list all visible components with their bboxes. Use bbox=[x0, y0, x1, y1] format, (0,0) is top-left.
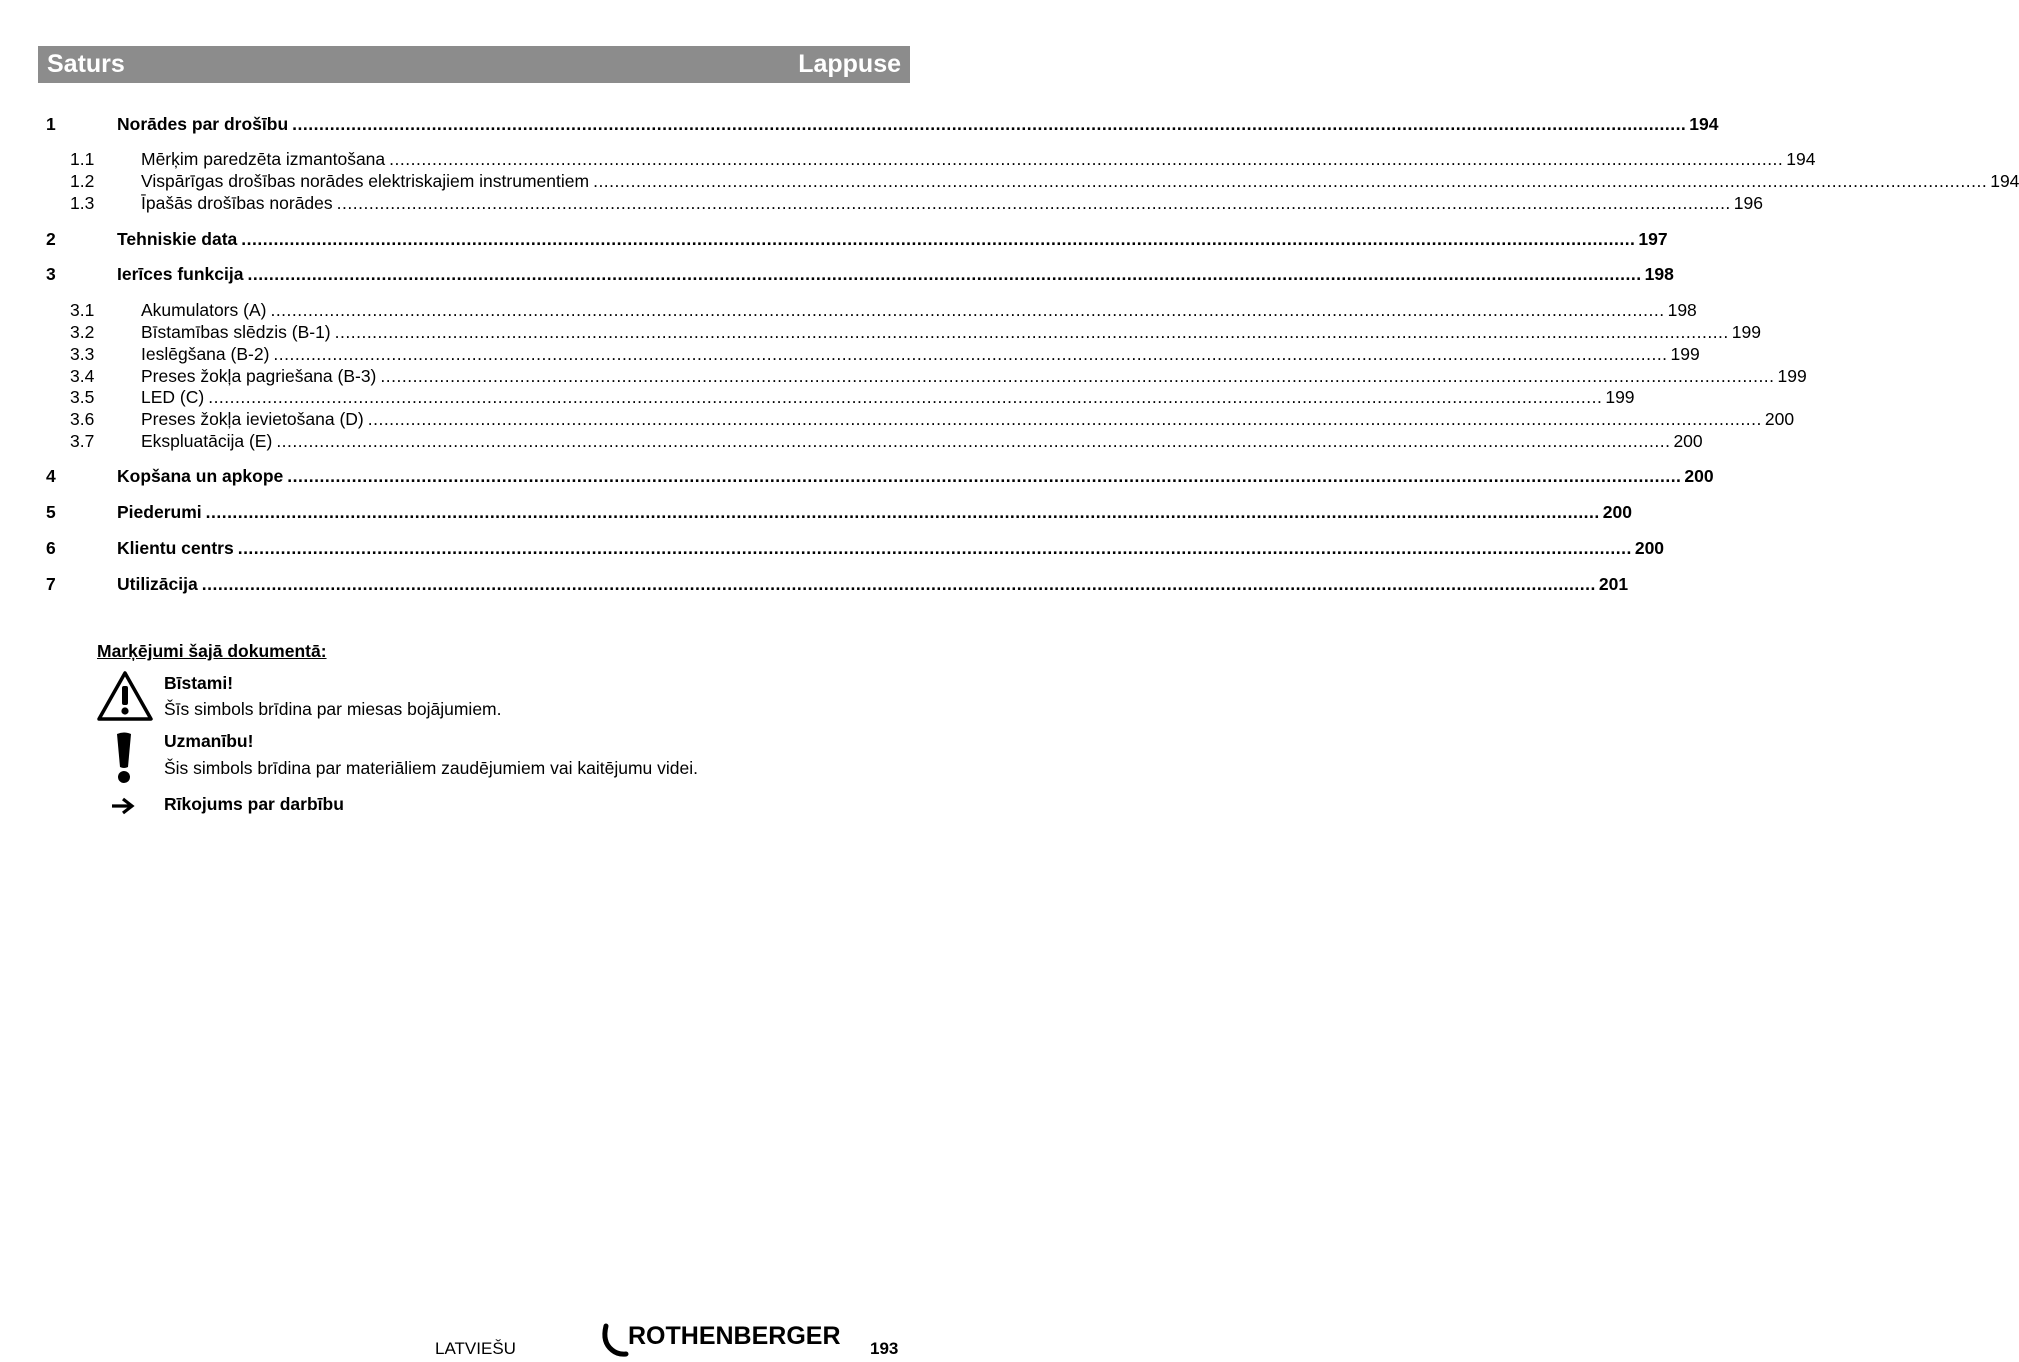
toc-entry bbox=[46, 430, 1703, 452]
toc-entry-title: Norādes par drošību bbox=[117, 114, 289, 134]
caution-text: Šis simbols brīdina par materiāliem zaudējumiem vai kaitējumu videi. bbox=[164, 758, 698, 778]
toc-entry-page: 194 bbox=[1786, 149, 1816, 169]
toc-entry-page: 199 bbox=[1777, 366, 1807, 386]
toc-entry bbox=[46, 386, 1635, 408]
toc-dot-leader: .................................................................................................................................................................................................................................................................... bbox=[287, 466, 1682, 486]
toc-entry-page: 197 bbox=[1638, 229, 1668, 249]
toc-entry-title: Piederumi bbox=[117, 502, 202, 522]
toc-dot-leader: .................................................................................................................................................................................................................................................................... bbox=[270, 300, 1665, 320]
toc-entry bbox=[46, 228, 1668, 250]
toc-dot-leader: .................................................................................................................................................................................................................................................................... bbox=[247, 264, 1642, 284]
toc-entry bbox=[46, 148, 1816, 170]
toc-dot-leader: .................................................................................................................................................................................................................................................................... bbox=[273, 344, 1668, 364]
toc-dot-leader: .................................................................................................................................................................................................................................................................... bbox=[276, 431, 1671, 451]
toc-dot-leader: .................................................................................................................................................................................................................................................................... bbox=[367, 409, 1762, 429]
toc-entry bbox=[46, 573, 1629, 595]
toc-dot-leader: .................................................................................................................................................................................................................................................................... bbox=[380, 366, 1775, 386]
toc-dot-leader: .................................................................................................................................................................................................................................................................... bbox=[292, 114, 1687, 134]
toc-entry-title: Akumulators (A) bbox=[141, 300, 267, 320]
toc-entry-page: 200 bbox=[1602, 502, 1632, 522]
toc-entry-number: 3.4 bbox=[70, 366, 95, 386]
toc-entry-title: Mērķim paredzēta izmantošana bbox=[141, 149, 386, 169]
toc-entry-number: 5 bbox=[46, 502, 56, 522]
toc-entry-page: 199 bbox=[1670, 344, 1700, 364]
rothenberger-logo bbox=[600, 1320, 855, 1360]
toc-entry bbox=[46, 365, 1807, 387]
toc-entry-page: 199 bbox=[1605, 387, 1635, 407]
toc-entry-title: Īpašās drošības norādes bbox=[141, 193, 333, 213]
toc-dot-leader: .................................................................................................................................................................................................................................................................... bbox=[205, 502, 1600, 522]
toc-dot-leader: .................................................................................................................................................................................................................................................................... bbox=[237, 538, 1632, 558]
toc-entry-number: 3 bbox=[46, 264, 56, 284]
toc-entry-number: 3.6 bbox=[70, 409, 95, 429]
svg-text:ROTHENBERGER: ROTHENBERGER bbox=[628, 1322, 841, 1350]
toc-dot-leader: .................................................................................................................................................................................................................................................................... bbox=[334, 322, 1729, 342]
legend-heading: Marķējumi šajā dokumentā: bbox=[97, 641, 327, 661]
toc-entry bbox=[46, 465, 1714, 487]
toc-entry-number: 3.7 bbox=[70, 431, 95, 451]
toc-entry-title: Klientu centrs bbox=[117, 538, 234, 558]
toc-entry-title: Bīstamības slēdzis (B-1) bbox=[141, 322, 331, 342]
toc-entry-page: 196 bbox=[1733, 193, 1763, 213]
toc-entry-page: 194 bbox=[1990, 171, 2019, 191]
toc-entry-page: 199 bbox=[1731, 322, 1761, 342]
toc-entry-title: Ieslēgšana (B-2) bbox=[141, 344, 270, 364]
toc-entry bbox=[46, 113, 1719, 135]
toc-dot-leader: .................................................................................................................................................................................................................................................................... bbox=[336, 193, 1731, 213]
toc-entry-number: 1 bbox=[46, 114, 56, 134]
toc-entry bbox=[46, 263, 1674, 285]
toc-entry-page: 200 bbox=[1634, 538, 1665, 558]
toc-entry bbox=[46, 537, 1665, 559]
toc-entry-page: 194 bbox=[1689, 114, 1719, 134]
danger-title: Bīstami! bbox=[164, 673, 234, 693]
toc-entry-number: 1.1 bbox=[70, 149, 95, 169]
toc-entry-title: Preses žokļa ievietošana (D) bbox=[141, 409, 364, 429]
toc-entry-page: 198 bbox=[1667, 300, 1697, 320]
toc-dot-leader: .................................................................................................................................................................................................................................................................... bbox=[593, 171, 1988, 191]
warning-triangle-icon bbox=[96, 670, 154, 722]
toc-dot-leader: .................................................................................................................................................................................................................................................................... bbox=[241, 229, 1636, 249]
toc-entry-number: 4 bbox=[46, 466, 56, 486]
toc-entry-number: 1.3 bbox=[70, 193, 95, 213]
toc-entry bbox=[46, 408, 1795, 430]
arrow-right-icon bbox=[110, 796, 136, 816]
toc-entry-number: 2 bbox=[46, 229, 56, 249]
toc-dot-leader: .................................................................................................................................................................................................................................................................... bbox=[201, 574, 1596, 594]
toc-entry-page: 200 bbox=[1764, 409, 1795, 429]
toc-entry bbox=[46, 170, 2019, 192]
page-column-label: Lappuse bbox=[798, 50, 901, 78]
toc-entry-title: LED (C) bbox=[141, 387, 205, 407]
footer-page-number: 193 bbox=[870, 1339, 899, 1358]
toc-entry-number: 3.1 bbox=[70, 300, 95, 320]
exclamation-icon bbox=[114, 731, 134, 785]
danger-text: Šīs simbols brīdina par miesas bojājumiem. bbox=[164, 699, 502, 719]
toc-entry-page: 201 bbox=[1598, 574, 1629, 594]
caution-title: Uzmanību! bbox=[164, 731, 254, 751]
toc-entry-title: Preses žokļa pagriešana (B-3) bbox=[141, 366, 377, 386]
toc-entry-page: 200 bbox=[1684, 466, 1714, 486]
action-title: Rīkojums par darbību bbox=[164, 794, 344, 814]
toc-entry-title: Kopšana un apkope bbox=[117, 466, 284, 486]
toc-dot-leader: .................................................................................................................................................................................................................................................................... bbox=[208, 387, 1603, 407]
contents-header-bar bbox=[38, 46, 910, 83]
toc-entry bbox=[46, 321, 1761, 343]
toc-entry-number: 3.2 bbox=[70, 322, 95, 342]
toc-entry bbox=[46, 501, 1632, 523]
toc-entry-page: 198 bbox=[1644, 264, 1674, 284]
toc-entry bbox=[46, 192, 1763, 214]
toc-entry-page: 200 bbox=[1673, 431, 1703, 451]
toc-entry bbox=[46, 299, 1697, 321]
toc-entry-title: Tehniskie data bbox=[117, 229, 238, 249]
contents-title: Saturs bbox=[47, 50, 125, 78]
toc-entry bbox=[46, 343, 1700, 365]
toc-entry-number: 3.3 bbox=[70, 344, 95, 364]
toc-entry-number: 3.5 bbox=[70, 387, 95, 407]
toc-entry-number: 1.2 bbox=[70, 171, 95, 191]
toc-entry-title: Utilizācija bbox=[117, 574, 198, 594]
footer-language: LATVIEŠU bbox=[435, 1339, 516, 1358]
toc-entry-title: Vispārīgas drošības norādes elektriskajiem instrumentiem bbox=[141, 171, 590, 191]
toc-dot-leader: .................................................................................................................................................................................................................................................................... bbox=[389, 149, 1784, 169]
toc-entry-number: 6 bbox=[46, 538, 56, 558]
toc-entry-title: Ierīces funkcija bbox=[117, 264, 244, 284]
toc-entry-number: 7 bbox=[46, 574, 56, 594]
toc-entry-title: Ekspluatācija (E) bbox=[141, 431, 273, 451]
